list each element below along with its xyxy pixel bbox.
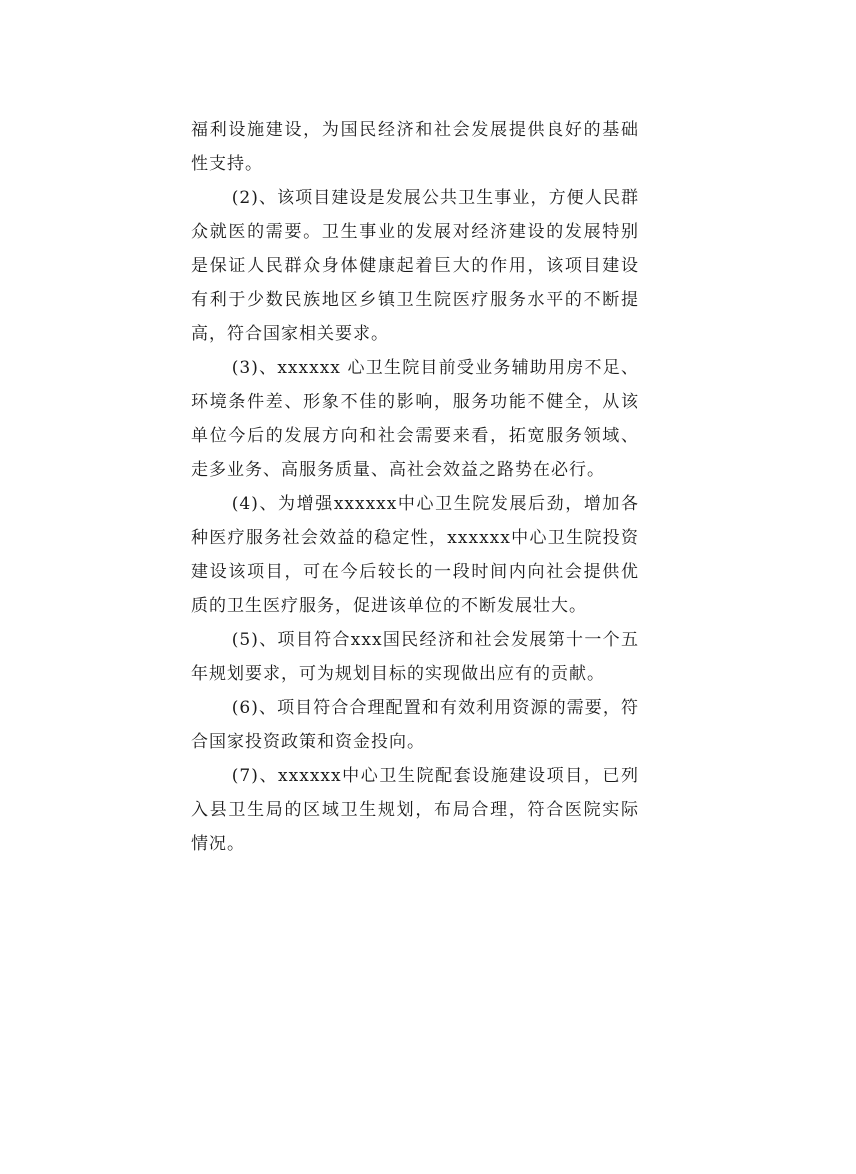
paragraph-item-4: (4)、为增强xxxxxx中心卫生院发展后劲，增加各种医疗服务社会效益的稳定性，xxxxxx中心卫生院投资建设该项目，可在今后较长的一段时间内向社会提供优质的卫生医疗服务，促进该单位的不断发展壮大。	[191, 494, 639, 616]
paragraph-item-7: (7)、xxxxxx中心卫生院配套设施建设项目，已列入县卫生局的区域卫生规划，布局合理，符合医院实际情况。	[191, 766, 639, 854]
paragraph-item-3: (3)、xxxxxx 心卫生院目前受业务辅助用房不足、环境条件差、形象不佳的影响，服务功能不健全，从该单位今后的发展方向和社会需要来看，拓宽服务领域、走多业务、高服务质量、高社会效益之路势在必行。	[191, 358, 639, 480]
paragraph-item-5: (5)、项目符合xxx国民经济和社会发展第十一个五年规划要求，可为规划目标的实现做出应有的贡献。	[191, 630, 639, 684]
paragraph-item-6: (6)、项目符合合理配置和有效利用资源的需要，符合国家投资政策和资金投向。	[191, 698, 639, 752]
paragraph-item-2: (2)、该项目建设是发展公共卫生事业，方便人民群众就医的需要。卫生事业的发展对经济建设的发展特别是保证人民群众身体健康起着巨大的作用，该项目建设有利于少数民族地区乡镇卫生院医疗服务水平的不断提高，符合国家相关要求。	[191, 188, 639, 344]
body-text	[191, 113, 639, 861]
paragraph-continuation: 福利设施建设，为国民经济和社会发展提供良好的基础性支持。	[191, 120, 639, 174]
